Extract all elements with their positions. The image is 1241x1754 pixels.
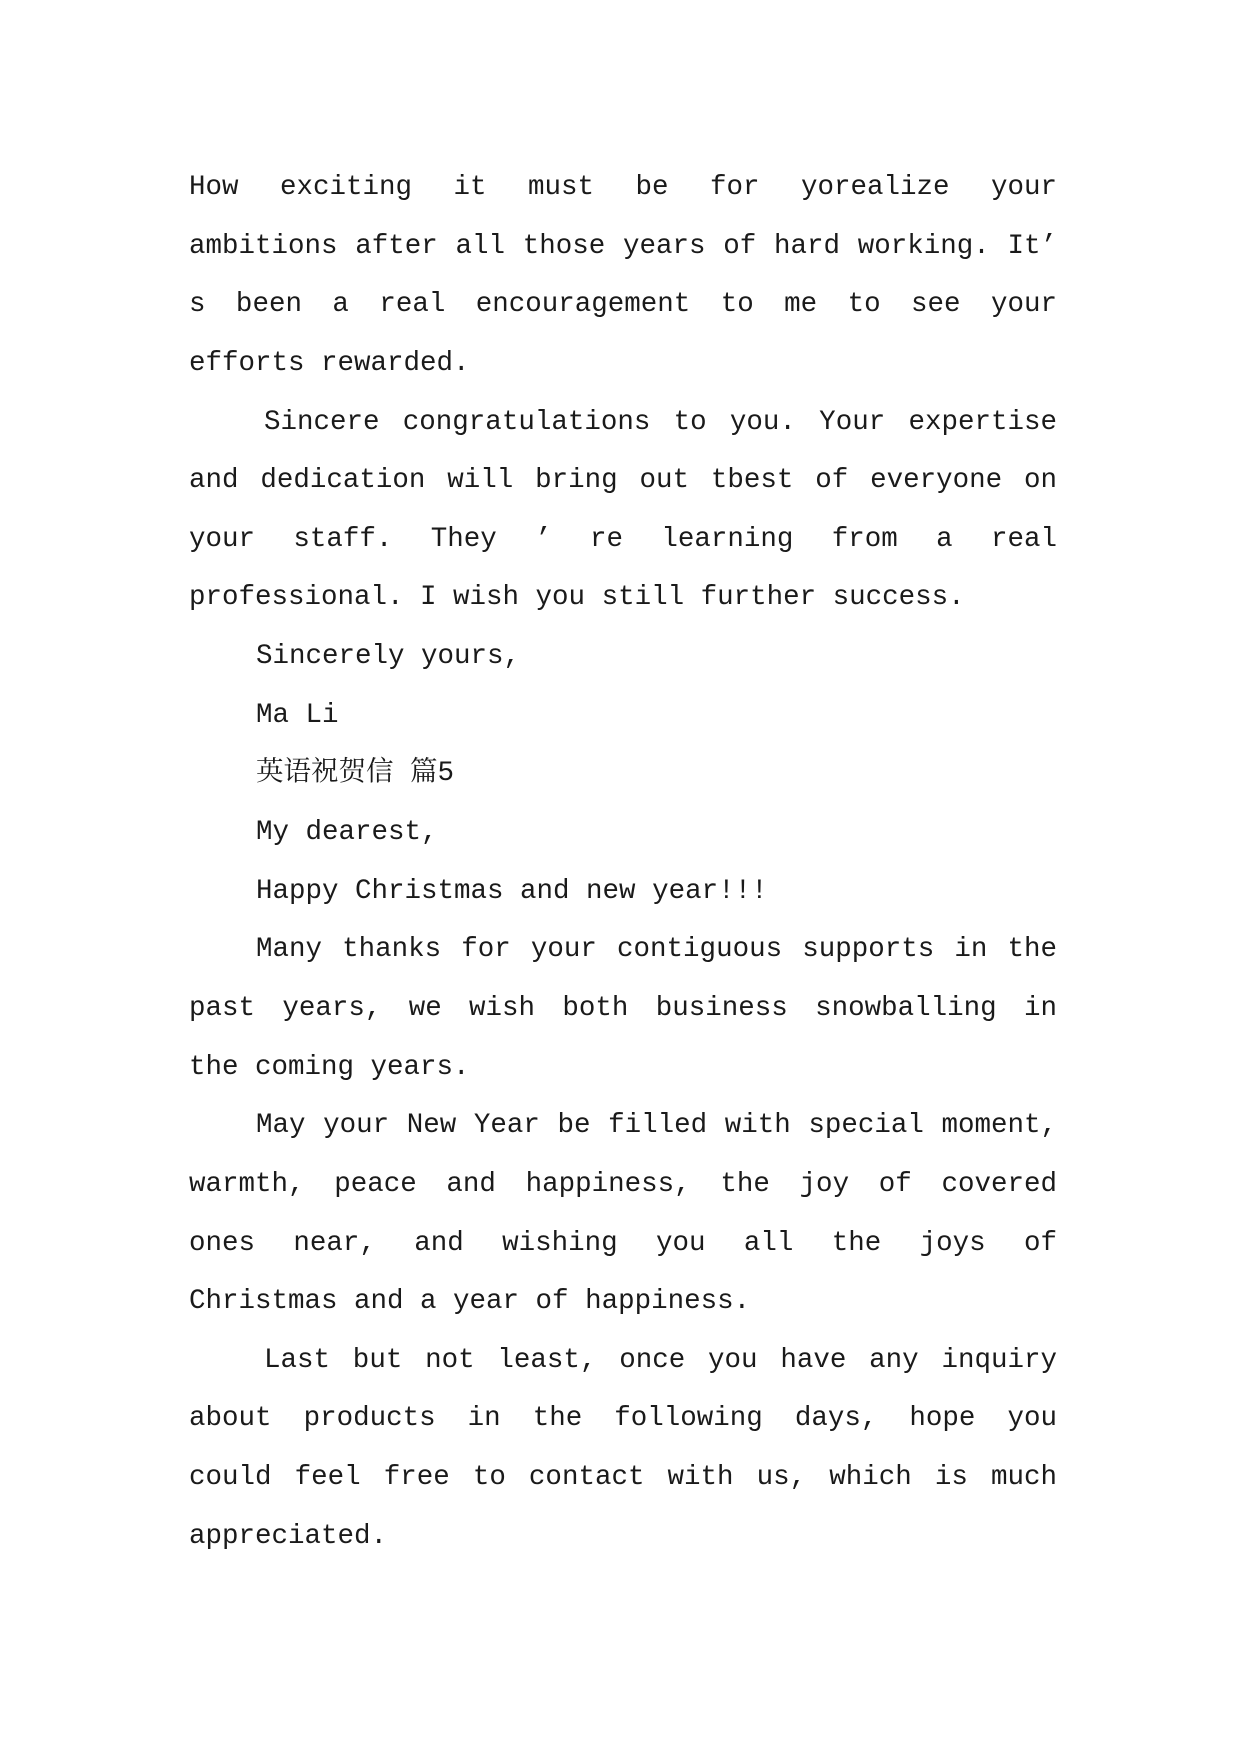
text-line: How exciting it must be for yorealize your: [189, 172, 1057, 203]
letter-closing: Sincerely yours,: [256, 641, 521, 673]
text-line: about products in the following days, hope you: [189, 1403, 1057, 1435]
text-line: ambitions after all those years of hard working. It’: [189, 230, 1057, 262]
text-line: Last but not least, once you have any inquiry: [264, 1344, 1057, 1376]
text-line: warmth, peace and happiness, the joy of covered: [189, 1168, 1057, 1200]
paragraph: [189, 394, 1057, 629]
text-line: ones near, and wishing you all the joys of: [189, 1227, 1057, 1259]
text-line: Many thanks for your contiguous supports in the: [256, 934, 1057, 966]
letter-greeting: Happy Christmas and new year!!!: [256, 875, 768, 907]
text-line: appreciated.: [189, 1520, 388, 1552]
text-line: professional. I wish you still further success.: [189, 582, 965, 614]
paragraph: [189, 1332, 1057, 1567]
text-line: could feel free to contact with us, which is much: [189, 1462, 1057, 1494]
text-line: and dedication will bring out tbest of everyone on: [189, 465, 1057, 497]
text-line: the coming years.: [189, 1051, 470, 1083]
text-line: Sincere congratulations to you. Your expertise: [264, 406, 1057, 438]
section-heading: 英语祝贺信 篇5: [256, 758, 455, 790]
letter-signature: Ma Li: [256, 699, 339, 731]
text-line: Christmas and a year of happiness.: [189, 1286, 751, 1318]
text-line: efforts rewarded.: [189, 347, 470, 379]
text-line: May your New Year be filled with special moment,: [256, 1110, 1057, 1142]
text-line: s been a real encouragement to me to see your: [189, 289, 1057, 321]
paragraph: [189, 1097, 1057, 1332]
paragraph: [189, 159, 1057, 394]
text-line: past years, we wish both business snowballing in: [189, 992, 1057, 1024]
paragraph: [189, 921, 1057, 1097]
letter-salutation: My dearest,: [256, 817, 438, 849]
text-line: your staff. They ’ re learning from a real: [189, 523, 1057, 555]
document-body: [189, 159, 1057, 1566]
